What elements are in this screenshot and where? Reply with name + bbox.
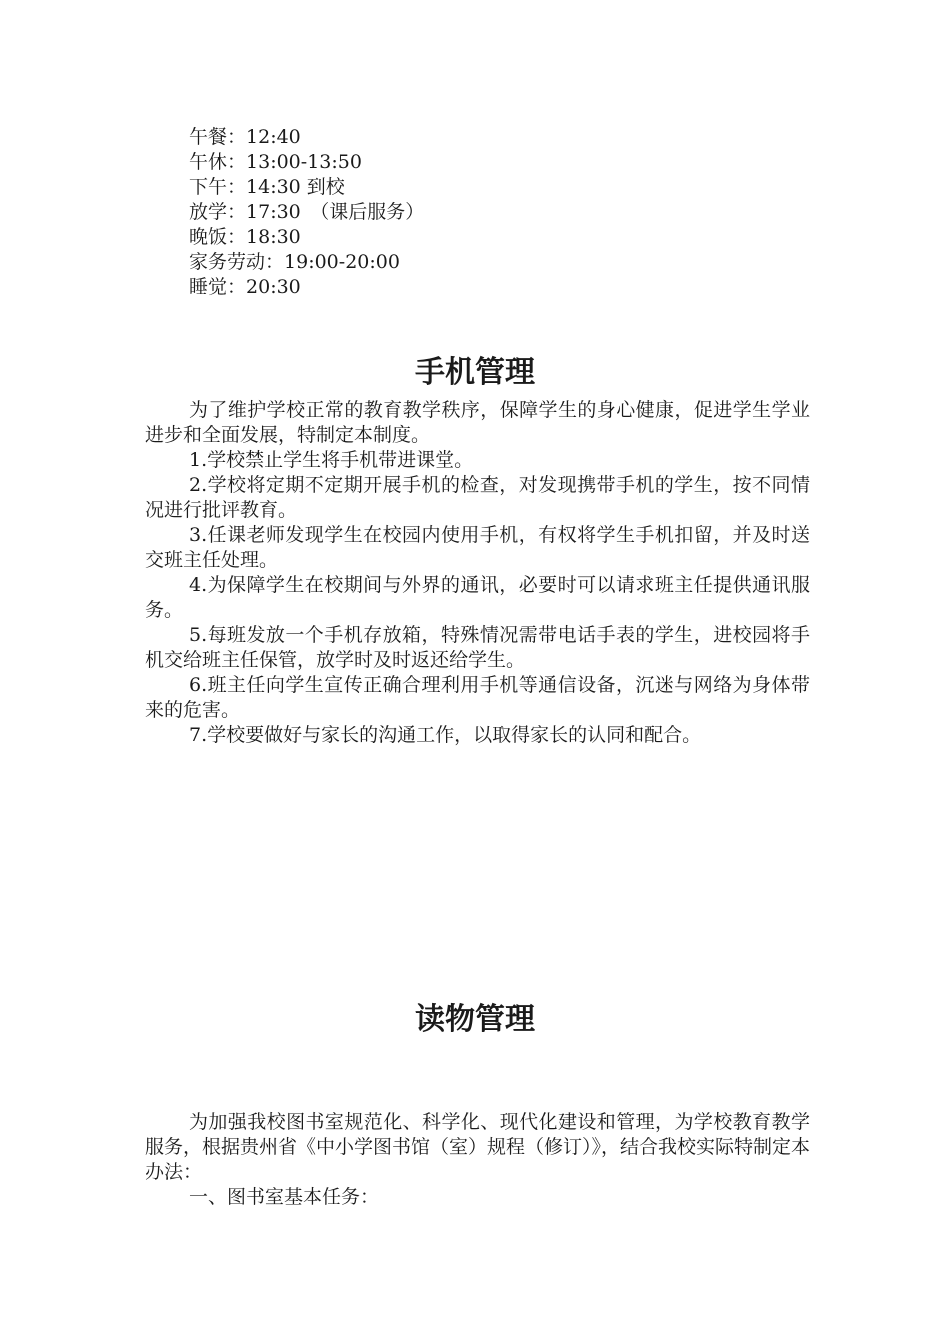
phone-rule-7: 7.学校要做好与家长的沟通工作，以取得家长的认同和配合。 [189, 724, 702, 746]
reading-management-title: 读物管理 [415, 1002, 535, 1037]
daily-schedule [189, 125, 424, 300]
schedule-row: 午餐：12:40 [189, 126, 301, 148]
reading-intro-paragraph: 为加强我校图书室规范化、科学化、现代化建设和管理，为学校教育教学服务，根据贵州省《中小学图书馆（室）规程（修订）》，结合我校实际特制定本办法： [145, 1111, 811, 1183]
phone-rule-3: 3.任课老师发现学生在校园内使用手机，有权将学生手机扣留，并及时送交班主任处理。 [145, 524, 810, 571]
reading-item-1: 一、图书室基本任务： [189, 1186, 380, 1208]
phone-management-body [145, 398, 810, 748]
schedule-row: 放学：17:30 （课后服务） [189, 201, 425, 223]
phone-rule-6: 6.班主任向学生宣传正确合理利用手机等通信设备，沉迷与网络为身体带来的危害。 [145, 674, 810, 721]
phone-rule-4: 4.为保障学生在校期间与外界的通讯，必要时可以请求班主任提供通讯服务。 [145, 574, 810, 621]
phone-rule-2: 2.学校将定期不定期开展手机的检查，对发现携带手机的学生，按不同情况进行批评教育。 [145, 474, 810, 521]
reading-management-body [145, 1110, 810, 1210]
schedule-row: 午休：13:00-13:50 [189, 151, 362, 173]
schedule-row: 睡觉：20:30 [189, 276, 301, 298]
schedule-row: 家务劳动：19:00-20:00 [189, 251, 400, 273]
phone-management-title: 手机管理 [415, 355, 535, 390]
phone-rule-5: 5.每班发放一个手机存放箱，特殊情况需带电话手表的学生，进校园将手机交给班主任保管，放学时及时返还给学生。 [145, 624, 810, 671]
phone-intro-paragraph: 为了维护学校正常的教育教学秩序，保障学生的身心健康，促进学生学业进步和全面发展，特制定本制度。 [145, 399, 810, 446]
schedule-row: 晚饭：18:30 [189, 226, 301, 248]
schedule-row: 下午：14:30 到校 [189, 176, 345, 198]
phone-rule-1: 1.学校禁止学生将手机带进课堂。 [189, 449, 474, 471]
